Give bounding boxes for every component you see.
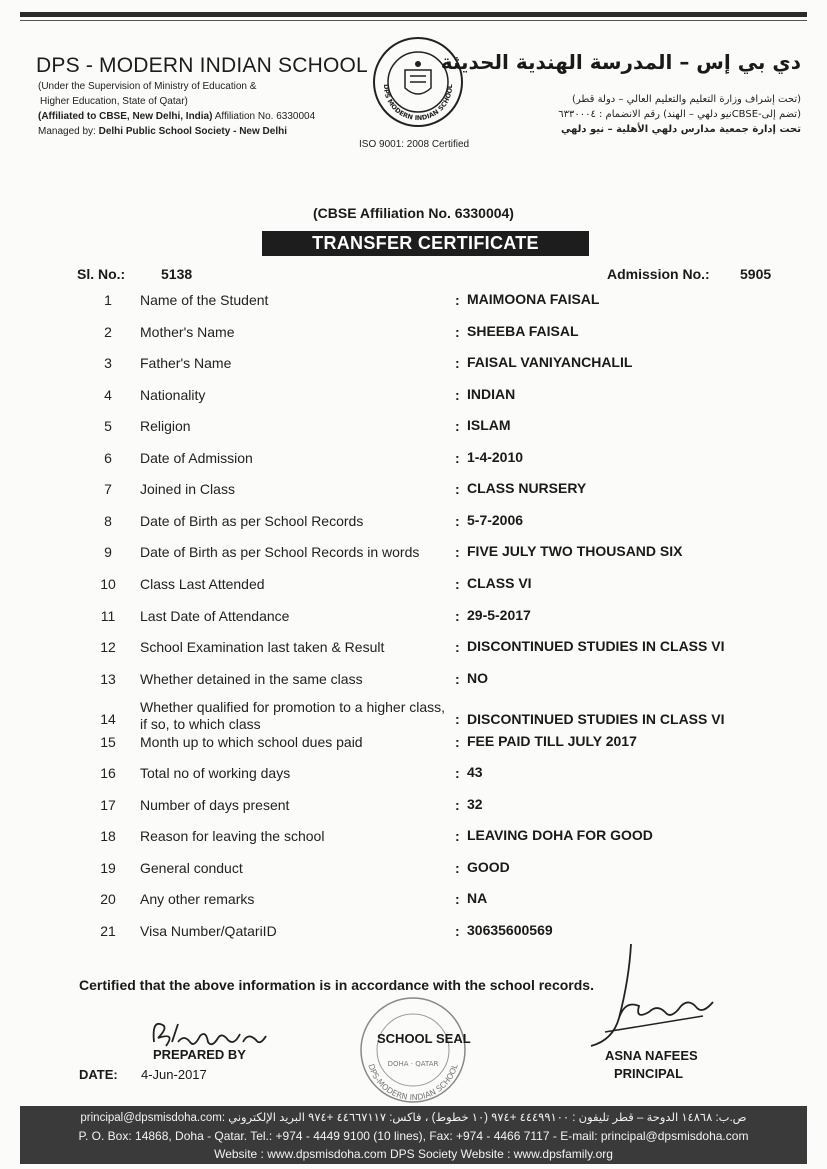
managed-label: Managed by: [38,126,96,137]
school-name: DPS - MODERN INDIAN SCHOOL [36,54,368,77]
field-label: Number of days present [140,796,290,813]
field-row [0,889,827,920]
field-number: 9 [104,544,112,561]
field-number: 7 [104,481,112,498]
field-row [0,637,827,668]
field-number: 12 [100,639,116,656]
field-row [0,732,827,763]
field-colon: : [455,292,460,308]
date-value: 4-Jun-2017 [141,1067,207,1082]
arabic-line-2: (تضم إلى-CBSEنيو دلهي – الهند) رقم الانضمام : ٦٣٣٠٠٠٤ [558,109,801,120]
field-label: Father's Name [140,355,232,372]
field-colon: : [455,859,460,876]
field-label: Mother's Name [140,323,235,340]
sl-no-value: 5138 [161,266,193,282]
field-value: GOOD [467,858,510,875]
field-colon: : [455,481,460,498]
logo-ring-text: DPS MODERN INDIAN SCHOOL [381,83,455,123]
field-row [0,322,827,353]
field-number: 2 [104,323,112,340]
field-row [0,542,827,573]
field-value: 29-5-2017 [467,606,531,623]
field-colon: : [455,544,460,561]
certification-statement: Certified that the above information is in accordance with the school records. [79,977,594,993]
field-number: 14 [100,711,116,728]
principal-title: PRINCIPAL [614,1066,684,1081]
field-value: SHEEBA FAISAL [467,322,579,339]
field-value: DISCONTINUED STUDIES IN CLASS VI [467,711,725,728]
supervision-line-1: (Under the Supervision of Ministry of Education & [38,81,257,92]
school-seal [351,994,475,1106]
field-colon: : [455,575,460,592]
field-number: 18 [100,828,116,845]
field-colon: : [455,765,460,782]
field-value: DISCONTINUED STUDIES IN CLASS VI [467,638,725,655]
field-label: Date of Admission [140,449,253,466]
field-row [0,511,827,542]
field-value: 30635600569 [467,922,553,938]
certificate-title: TRANSFER CERTIFICATE [262,231,589,256]
top-border-thin [20,20,807,21]
field-label: Nationality [140,386,206,403]
field-value: NO [467,669,488,686]
field-value: FAISAL VANIYANCHALIL [467,354,633,371]
field-row [0,416,827,447]
affiliation-number: Affiliation No. 6330004 [214,111,316,122]
field-label: Visa Number/QatariID [140,923,277,939]
field-value: NA [467,890,488,907]
top-border [20,12,807,17]
field-number: 15 [100,733,116,750]
field-colon: : [455,711,460,728]
field-label: Religion [140,418,191,435]
date-label: DATE: [79,1067,118,1082]
field-label: Whether detained in the same class [140,670,363,687]
field-number: 5 [104,418,112,435]
footer-website-line: Website : www.dpsmisdoha.com DPS Society Website : www.dpsfamily.org [214,1147,613,1161]
field-number: 21 [100,923,116,939]
field-label: Date of Birth as per School Records in words [140,544,420,561]
field-value: INDIAN [467,385,516,402]
affiliation-line [38,111,315,122]
field-row [0,574,827,605]
field-colon: : [455,639,460,656]
supervision-line-2: Higher Education, State of Qatar) [40,96,188,107]
field-row [0,858,827,889]
svg-text:DPS MODERN INDIAN SCHOOL [382,84,454,122]
field-label: General conduct [140,859,243,876]
field-label: Reason for leaving the school [140,828,325,845]
field-value: CLASS NURSERY [467,480,587,497]
field-number: 8 [104,512,112,529]
field-label: Last Date of Attendance [140,607,290,624]
field-label: Any other remarks [140,891,255,908]
field-row [0,448,827,479]
footer-address-line: P. O. Box: 14868, Doha - Qatar. Tel.: +974 - 4449 9100 (10 lines), Fax: +974 - 4466 7117 - E-mail: principal@dpsmisdoha.com [78,1129,749,1143]
field-value: ISLAM [467,417,511,434]
field-value: 1-4-2010 [467,448,524,465]
field-number: 1 [104,292,112,308]
field-colon: : [455,418,460,435]
field-number: 11 [100,607,116,624]
field-row [0,353,827,384]
field-row [0,290,827,321]
admission-no-label: Admission No.: [607,266,710,282]
seal-ring-text: DPS-MODERN INDIAN SCHOOL [366,1062,460,1103]
field-row [0,606,827,637]
prepared-by-label: PREPARED BY [153,1047,246,1062]
field-colon: : [455,355,460,372]
field-label: Whether qualified for promotion to a higher class, if so, to which class [140,699,446,733]
field-row [0,795,827,826]
field-value: 43 [467,764,483,781]
school-seal-label: SCHOOL SEAL [377,1031,471,1046]
field-row [0,479,827,510]
field-colon: : [455,923,460,939]
field-row [0,700,827,731]
field-label: Month up to which school dues paid [140,733,363,750]
field-number: 3 [104,355,112,372]
managed-by: Delhi Public School Society - New Delhi [98,126,287,137]
field-colon: : [455,796,460,813]
iso-certification: ISO 9001: 2008 Certified [359,139,470,150]
field-colon: : [455,512,460,529]
field-number: 19 [100,859,116,876]
seal-city: DOHA · QATAR [387,1060,439,1068]
field-colon: : [455,828,460,845]
arabic-school-name: دي بي إس – المدرسة الهندية الحديثة [440,50,801,74]
field-colon: : [455,891,460,908]
svg-text:DPS-MODERN INDIAN SCHOOL [366,1062,459,1102]
footer-arabic-line: principal@dpsmisdoha.com: ص.ب: ١٤٨٦٨ الدوحة – قطر تليفون : ٤٤٤٩٩١٠٠ +٩٧٤ (١٠ خطوط) ، فاكس: ٤٤٦٦٧١١٧ +٩٧٤ البريد الإلكتروني [80,1112,747,1124]
field-value: FEE PAID TILL JULY 2017 [467,732,637,749]
field-number: 6 [104,449,112,466]
field-number: 10 [100,575,116,592]
principal-name: ASNA NAFEES [605,1048,698,1063]
field-row [0,826,827,857]
field-value: 32 [467,795,483,812]
sl-no-label: Sl. No.: [77,266,126,282]
field-label: Name of the Student [140,292,269,308]
field-value: MAIMOONA FAISAL [467,291,600,307]
field-colon: : [455,607,460,624]
cbse-affiliation: (CBSE Affiliation No. 6330004) [313,205,514,221]
arabic-line-1: (تحت إشراف وزارة التعليم والتعليم العالي – دولة قطر) [571,94,801,105]
field-colon: : [455,449,460,466]
field-number: 13 [100,670,116,687]
principal-signature [585,940,725,1050]
field-row [0,763,827,794]
field-label: Class Last Attended [140,575,265,592]
field-colon: : [455,733,460,750]
field-value: FIVE JULY TWO THOUSAND SIX [467,543,683,560]
admission-no-value: 5905 [740,266,772,282]
field-colon: : [455,670,460,687]
managed-line [38,126,287,137]
field-number: 17 [100,796,116,813]
field-label: Date of Birth as per School Records [140,512,364,529]
field-number: 4 [104,386,112,403]
field-label: Joined in Class [140,481,235,498]
affiliation-bold: (Affiliated to CBSE, New Delhi, India) [38,111,213,122]
field-value: LEAVING DOHA FOR GOOD [467,827,653,844]
field-value: 5-7-2006 [467,511,524,528]
field-row [0,669,827,700]
field-label: Total no of working days [140,765,291,782]
field-row [0,385,827,416]
arabic-line-3: تحت إدارة جمعية مدارس دلهي الأهلية – نيو دلهي [560,124,801,135]
field-label: School Examination last taken & Result [140,639,385,656]
footer [20,1106,807,1164]
field-colon: : [455,323,460,340]
field-value: CLASS VI [467,574,532,591]
field-number: 20 [100,891,116,908]
field-colon: : [455,386,460,403]
field-number: 16 [100,765,116,782]
